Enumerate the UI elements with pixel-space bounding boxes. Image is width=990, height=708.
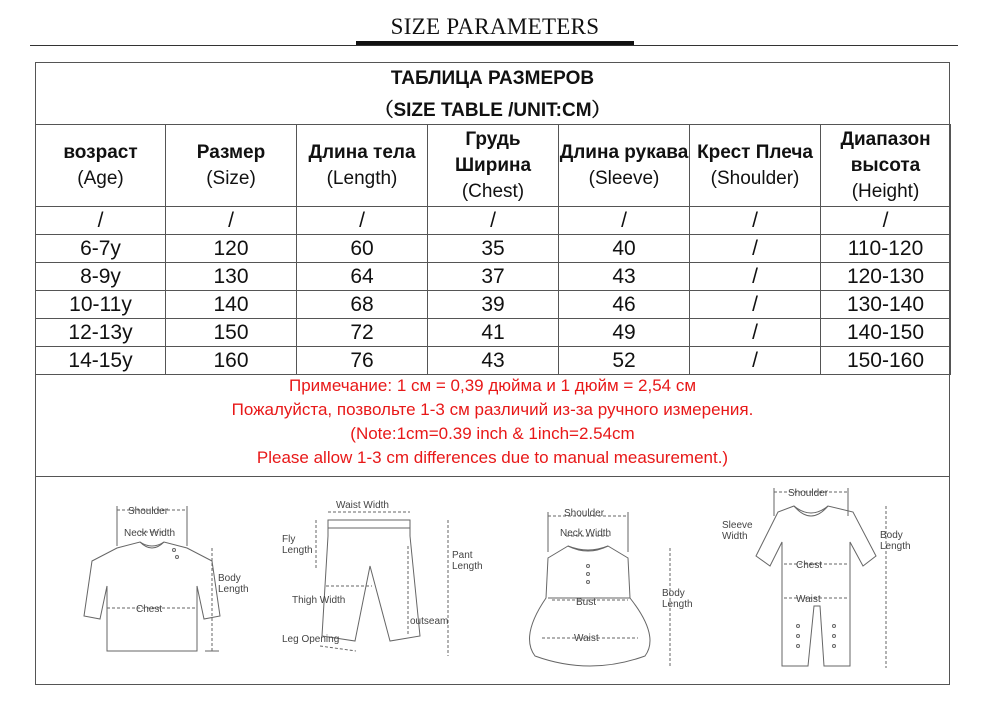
table-cell: /	[690, 319, 821, 347]
label-body-length: Body Length	[880, 530, 911, 552]
pants-measurement-diagram	[270, 486, 485, 676]
table-cell: /	[690, 291, 821, 319]
column-header-length: Длина тела (Length)	[297, 125, 428, 207]
table-cell: 35	[428, 235, 559, 263]
table-row	[36, 319, 951, 347]
table-cell: 6-7y	[36, 235, 166, 263]
romper-icon	[718, 486, 943, 676]
table-cell: 110-120	[821, 235, 951, 263]
dress-icon	[500, 486, 710, 676]
shirt-measurement-diagram	[62, 486, 262, 676]
column-header-age: возраст (Age)	[36, 125, 166, 207]
table-cell: 39	[428, 291, 559, 319]
table-title-ru: ТАБЛИЦА РАЗМЕРОВ	[390, 68, 595, 89]
table-cell: 130-140	[821, 291, 951, 319]
table-cell: 120	[166, 235, 297, 263]
column-header-height: Диапазон высота (Height)	[821, 125, 951, 207]
header-divider	[30, 45, 958, 46]
label-leg-opening: Leg Opening	[282, 634, 340, 645]
table-cell: /	[36, 207, 166, 235]
label-waist-width: Waist Width	[336, 500, 389, 511]
label-fly-length: Fly Length	[282, 534, 313, 556]
measurement-notes	[35, 374, 950, 470]
label-outseam: outseam	[410, 616, 449, 627]
column-header-shoulder: Крест Плеча (Shoulder)	[690, 125, 821, 207]
table-cell: 43	[559, 263, 690, 291]
table-cell: 49	[559, 319, 690, 347]
table-header-row	[36, 125, 951, 207]
table-cell: 160	[166, 347, 297, 375]
table-cell: 64	[297, 263, 428, 291]
note-line: (Note:1cm=0.39 inch & 1inch=2.54cm	[350, 424, 635, 443]
pants-icon	[270, 486, 485, 676]
table-cell: 72	[297, 319, 428, 347]
table-cell: /	[559, 207, 690, 235]
table-cell: 140	[166, 291, 297, 319]
table-cell: 46	[559, 291, 690, 319]
label-body-length: Body Length	[218, 573, 249, 595]
table-cell: /	[690, 235, 821, 263]
table-cell: 60	[297, 235, 428, 263]
label-waist: Waist	[796, 594, 821, 605]
label-waist: Waist	[574, 633, 599, 644]
label-chest: Chest	[796, 560, 823, 571]
label-bust: Bust	[576, 597, 597, 608]
table-cell: 37	[428, 263, 559, 291]
label-sleeve-width: Sleeve Width	[722, 520, 753, 542]
column-header-sleeve: Длина рукава (Sleeve)	[559, 125, 690, 207]
label-neck-width: Neck Width	[560, 528, 612, 539]
column-header-size: Размер (Size)	[166, 125, 297, 207]
table-cell: /	[297, 207, 428, 235]
table-row	[36, 263, 951, 291]
label-shoulder: Shoulder	[788, 488, 829, 499]
table-cell: 150	[166, 319, 297, 347]
dress-measurement-diagram	[500, 486, 710, 676]
table-title	[35, 62, 950, 124]
table-cell: 68	[297, 291, 428, 319]
table-cell: 40	[559, 235, 690, 263]
table-cell: 43	[428, 347, 559, 375]
table-cell: 14-15y	[36, 347, 166, 375]
note-line: Примечание: 1 см = 0,39 дюйма и 1 дюйм = 2,54 см	[288, 376, 697, 395]
table-cell: /	[690, 207, 821, 235]
label-shoulder: Shoulder	[128, 506, 169, 517]
table-cell: 8-9y	[36, 263, 166, 291]
table-cell: 52	[559, 347, 690, 375]
table-cell: /	[690, 263, 821, 291]
note-line: Please allow 1-3 cm differences due to manual measurement.)	[256, 448, 729, 467]
table-row	[36, 347, 951, 375]
note-line: Пожалуйста, позвольте 1-3 см различий из-за ручного измерения.	[231, 400, 754, 419]
table-cell: 12-13y	[36, 319, 166, 347]
table-cell: /	[690, 347, 821, 375]
table-cell: /	[428, 207, 559, 235]
size-table	[35, 124, 951, 375]
shirt-icon	[62, 486, 262, 676]
table-row	[36, 235, 951, 263]
table-cell: 76	[297, 347, 428, 375]
label-pant-length: Pant Length	[452, 550, 483, 572]
column-header-chest: Грудь Ширина (Chest)	[428, 125, 559, 207]
table-row	[36, 291, 951, 319]
table-cell: 130	[166, 263, 297, 291]
table-cell: 41	[428, 319, 559, 347]
table-cell: 10-11y	[36, 291, 166, 319]
label-thigh-width: Thigh Width	[292, 595, 346, 606]
table-cell: 150-160	[821, 347, 951, 375]
label-body-length: Body Length	[662, 588, 693, 610]
table-cell: /	[821, 207, 951, 235]
page-title: SIZE PARAMETERS	[390, 14, 600, 39]
table-row	[36, 207, 951, 235]
table-cell: 140-150	[821, 319, 951, 347]
table-cell: 120-130	[821, 263, 951, 291]
label-chest: Chest	[136, 604, 163, 615]
table-title-en: （SIZE TABLE /UNIT:CM）	[374, 100, 611, 121]
table-cell: /	[166, 207, 297, 235]
label-shoulder: Shoulder	[564, 508, 605, 519]
notes-divider	[35, 476, 950, 477]
label-neck-width: Neck Width	[124, 528, 176, 539]
romper-measurement-diagram	[718, 486, 943, 676]
